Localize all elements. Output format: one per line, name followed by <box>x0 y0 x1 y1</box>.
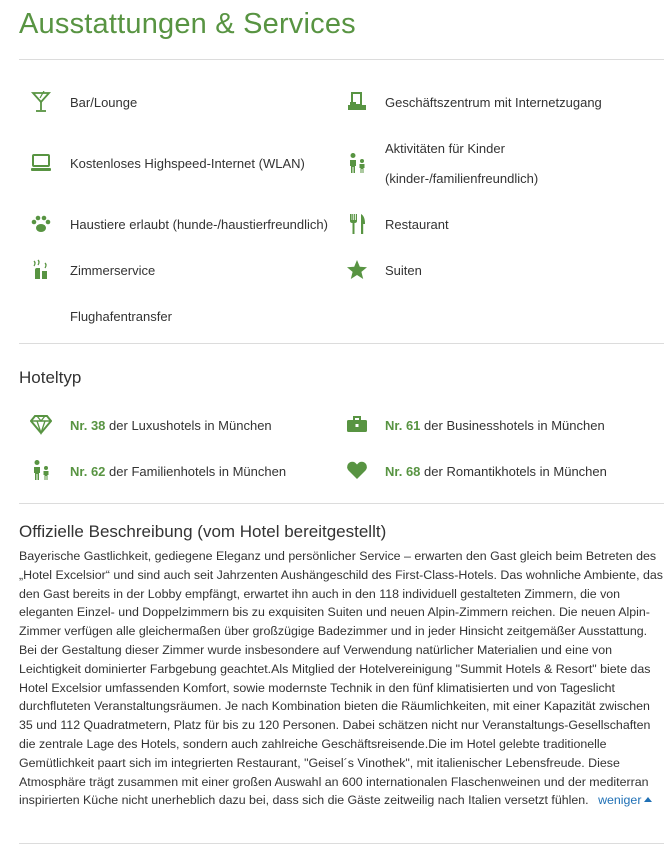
paw-icon <box>30 212 52 236</box>
amenity-bar-lounge: Bar/Lounge <box>70 95 138 110</box>
rank-label: der Luxushotels in München <box>109 418 272 433</box>
laptop-icon <box>30 151 52 175</box>
amenity-restaurant: Restaurant <box>385 217 449 232</box>
rank-label: der Familienhotels in München <box>109 464 287 479</box>
rank-number: Nr. 68 <box>385 464 421 479</box>
divider <box>19 843 664 844</box>
amenity-suites: Suiten <box>385 263 422 278</box>
hoteltyp-business <box>385 418 605 433</box>
amenity-kids-activities: Aktivitäten für Kinder <box>385 141 505 156</box>
show-less-label: weniger <box>598 793 642 808</box>
briefcase-icon <box>346 412 368 436</box>
family-icon <box>30 458 52 482</box>
heart-icon <box>346 458 368 482</box>
rank-number: Nr. 61 <box>385 418 421 433</box>
amenity-wlan: Kostenloses Highspeed-Internet (WLAN) <box>70 156 305 171</box>
fork-knife-icon <box>346 212 368 236</box>
star-icon <box>346 258 368 282</box>
chevron-up-icon <box>644 797 652 802</box>
rank-label: der Businesshotels in München <box>424 418 605 433</box>
amenity-pets: Haustiere erlaubt (hunde-/haustierfreundlich) <box>70 217 328 232</box>
divider <box>19 343 664 344</box>
amenity-airport-transfer: Flughafentransfer <box>70 309 172 324</box>
diamond-icon <box>30 412 52 436</box>
rank-number: Nr. 62 <box>70 464 106 479</box>
description-heading: Offizielle Beschreibung (vom Hotel bereitgestellt) <box>19 522 387 541</box>
business-center-icon <box>346 90 368 114</box>
divider <box>19 59 664 60</box>
hoteltyp-luxury <box>70 418 272 433</box>
cocktail-icon <box>30 90 52 114</box>
amenity-business-center: Geschäftszentrum mit Internetzugang <box>385 95 602 110</box>
hoteltyp-romantic <box>385 464 607 479</box>
divider <box>19 503 664 504</box>
amenity-kids-activities-note: (kinder-/familienfreundlich) <box>385 171 539 186</box>
rank-label: der Romantikhotels in München <box>424 464 607 479</box>
hoteltyp-family <box>70 464 286 479</box>
hoteltyp-heading: Hoteltyp <box>19 368 82 387</box>
description-body: Bayerische Gastlichkeit, gediegene Eleganz und persönlicher Service – erwarten den Gast gleich beim Betreten des „Hotel Excelsior“ und sind auch seit Jahrzenten Aushängeschild des First-Class-Hotels. Das wohnliche Ambiente, das den Gast bereits in der Lobby empfängt, erwartet ihn auch in den 118 individuell gestalteten Zimmern, die von eleganten Einzel- und Doppelzimmern bis zu exquisiten Suiten und neuen Alpin-Zimmern reichen. Die neuen Alpin-Zimmer verfügen alle gleichermaßen über großzügige Badezimmer und in jeder Hinsicht zeitgemäßer Ausstattung. Bei der Gestaltung dieser Zimmer wurde insbesondere auf Verwendung natürlicher Materialien und eine von Leichtigkeit dominierter Farbgebung geachtet.Als Mitglied der Hotelvereinigung "Summit Hotels & Resort" biete das Hotel Excelsior umfassenden Komfort, sowie modernste Technik in den fünf klimatisierten und von Tageslicht durchfluteten Veranstaltungsräumen. Je nach Kombination bieten die Räumlichkeiten, mit einer Kapazität zwischen 35 und 112 Quadratmetern, Platz für bis zu 120 Personen. Dabei schätzen nicht nur Veranstaltungs-Gesellschaften die zentrale Lage des Hotels, sondern auch zahlreiche Geschäftsreisende.Die im Hotel gelebte traditionelle Gemütlichkeit paart sich im integrierten Restaurant, "Geisel´s Vinothek", mit italienischer Lebensfreude. Diese Atmosphäre trägt zusammen mit einer großen Auswahl an 600 internationalen Flaschenweinen und der mediterran inspirierten Küche nicht unerheblich dazu bei, dass sich die Gäste zeitweilig nach Italien versetzt fühlen. <box>19 549 663 808</box>
family-icon <box>346 151 368 175</box>
description-text <box>19 547 667 810</box>
amenity-room-service: Zimmerservice <box>70 263 156 278</box>
rank-number: Nr. 38 <box>70 418 106 433</box>
page-title: Ausstattungen & Services <box>19 8 356 40</box>
show-less-link[interactable] <box>598 793 652 807</box>
room-service-icon <box>30 258 52 282</box>
